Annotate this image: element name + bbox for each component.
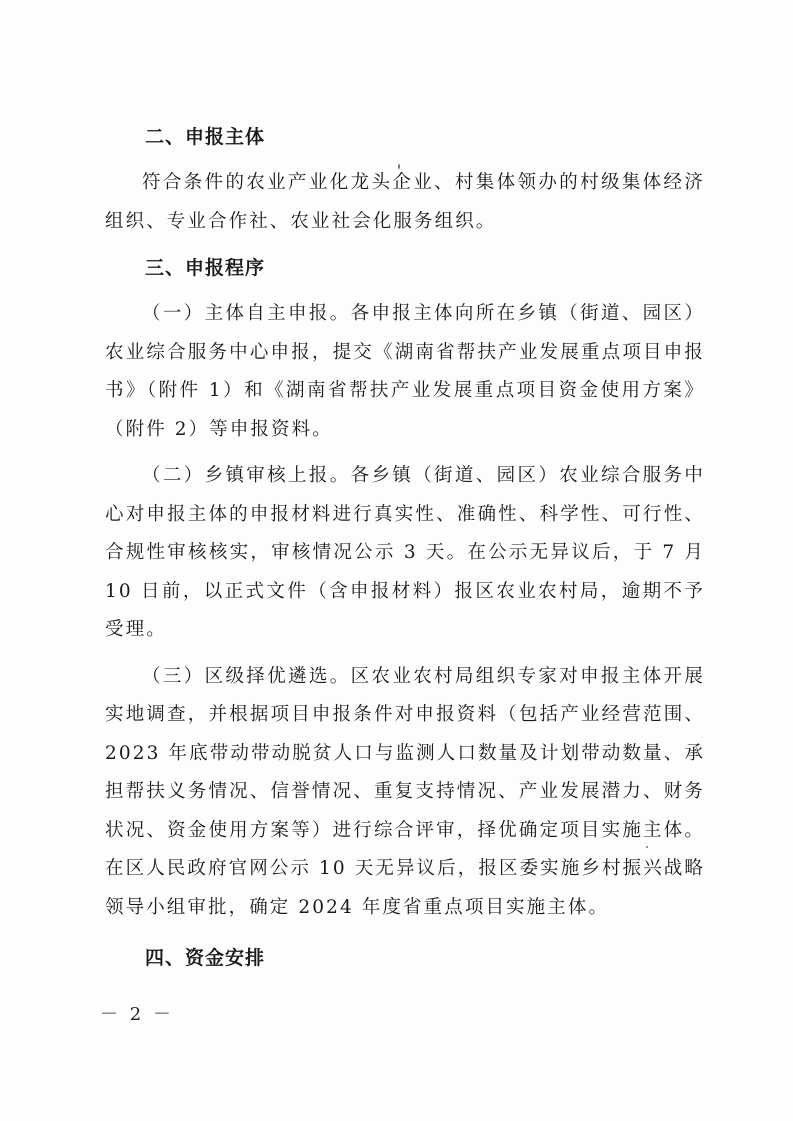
scan-speck [646, 846, 648, 848]
document-body [105, 118, 705, 985]
paragraph-applicants: 符合条件的农业产业化龙头企业、村集体领办的村级集体经济组织、专业合作社、农业社会化服务组织。 [105, 172, 705, 232]
page-number: － 2 － [100, 1004, 174, 1025]
section-heading-funding: 四、资金安排 [145, 947, 266, 969]
paragraph-self-application: （一）主体自主申报。各申报主体向所在乡镇（街道、园区）农业综合服务中心申报，提交《湖南省帮扶产业发展重点项目申报书》（附件 1）和《湖南省帮扶产业发展重点项目资金使用方案》（附件 2）等申报资料。 [105, 303, 705, 440]
section-heading-procedure: 三、申报程序 [145, 257, 266, 279]
scan-speck [398, 164, 400, 169]
paragraph-district-selection: （三）区级择优遴选。区农业农村局组织专家对申报主体开展实地调查，并根据项目申报条件对申报资料（包括产业经营范围、2023 年底带动带动脱贫人口与监测人口数量及计划带动数量、承担帮扶义务情况、信誉情况、重复支持情况、产业发展潜力、财务状况、资金使用方案等）进行综合评审，择优确定项目实施主体。在区人民政府官网公示 10 天无异议后，报区委实施乡村振兴战略领导小组审批，确定 2024 年度省重点项目实施主体。 [105, 665, 705, 918]
paragraph-township-review: （二）乡镇审核上报。各乡镇（街道、园区）农业综合服务中心对申报主体的申报材料进行真实性、准确性、科学性、可行性、合规性审核核实，审核情况公示 3 天。在公示无异议后，于 7 月 10 日前，以正式文件（含申报材料）报区农业农村局，逾期不予受理。 [105, 465, 705, 640]
section-heading-applicants: 二、申报主体 [145, 126, 266, 148]
